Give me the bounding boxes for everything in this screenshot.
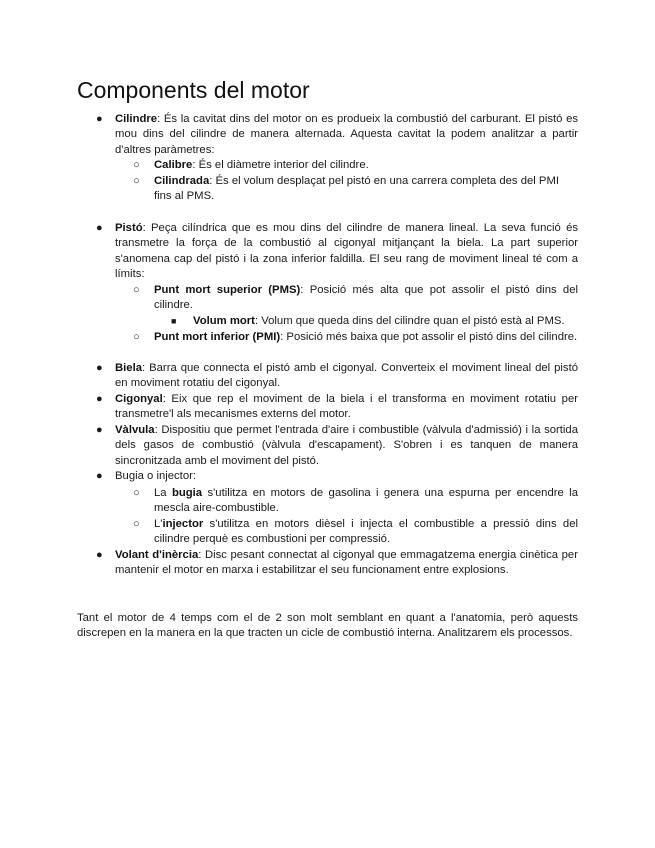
text-volant: : Disc pesant connectat al cigonyal que emmagatzema energia cinètica per mantenir el motor en marxa i estabilitzar el seu funcionament entre explosions. [115,549,578,577]
text-injector: s'utilitza en motors dièsel i injecta el combustible a pressió dins del cilindre perquè es combustioni per compressió. [154,518,578,546]
term-pmi: Punt mort inferior (PMI) [154,331,281,343]
list-item-bugia-injector [96,469,578,484]
term-injector: injector [162,518,204,530]
list-item-biela [96,361,578,392]
text-cigonyal: : Eix que rep el moviment de la biela i el transforma en moviment rotatiu per transmetre'l als mecanismes externs del motor. [115,393,578,421]
term-valvula: Vàlvula [115,424,155,436]
term-cigonyal: Cigonyal [115,393,163,405]
bullet-icon: ● [96,113,103,125]
term-cilindre: Cilindre [115,113,158,125]
text-calibre: : És el diàmetre interior del cilindre. [192,159,369,171]
bullet-icon: ● [96,424,103,436]
term-cilindrada: Cilindrada [154,175,210,187]
circle-bullet-icon: ○ [133,284,140,296]
list-item-volant [96,548,578,579]
term-volum-mort: Volum mort [193,315,255,327]
text-cilindrada: : És el volum desplaçat pel pistó en una carrera completa des del PMI fins al PMS. [154,175,560,203]
term-pms: Punt mort superior (PMS) [154,284,301,296]
list-subitem-pms [133,283,578,314]
circle-bullet-icon: ○ [133,518,140,530]
square-bullet-icon: ■ [171,316,177,326]
text-volum-mort: : Volum que queda dins del cilindre quan el pistó està al PMS. [254,315,565,327]
bullet-icon: ● [96,549,103,561]
bullet-icon: ● [96,222,103,234]
list-item-cilindre [96,112,578,158]
text-pisto: : Peça cilíndrica que es mou dins del cilindre de manera lineal. La seva funció és transmetre la força de la combustió al cigonyal mitjançant la biela. La part superior s'anomena cap del pistó i la zona inferior faldilla. El seu rang de moviment lineal té com a límits: [115,222,578,280]
bullet-icon: ● [96,393,103,405]
text-pms: : Posició més alta que pot assolir el pistó dins del cilindre. [154,284,578,312]
list-subitem-cilindrada [133,174,578,205]
circle-bullet-icon: ○ [133,487,140,499]
page-title: Components del motor [77,77,310,103]
list-item-cigonyal [96,392,578,423]
text-bugia: s'utilitza en motors de gasolina i genera una espurna per encendre la mescla aire-combustible. [154,487,578,515]
text-biela: : Barra que connecta el pistó amb el cigonyal. Converteix el moviment lineal del pistó en moviment rotatiu del cigonyal. [115,362,578,390]
circle-bullet-icon: ○ [133,331,140,343]
term-pisto: Pistó [115,222,143,234]
term-volant: Volant d'inèrcia [115,549,199,561]
pre-bugia: La [154,487,172,499]
circle-bullet-icon: ○ [133,159,140,171]
text-pmi: : Posició més baixa que pot assolir el pistó dins del cilindre. [280,331,578,343]
bullet-icon: ● [96,470,103,482]
list-subitem-bugia [133,486,578,517]
term-biela: Biela [115,362,143,374]
list-subitem-pmi [133,330,578,345]
term-bugia: bugia [171,487,203,499]
bullet-icon: ● [96,362,103,374]
text-valvula: : Dispositiu que permet l'entrada d'aire i combustible (vàlvula d'admissió) i la sortida dels gasos de combustió (vàlvula d'escapament). S'obren i es tanquen de manera sincronitzada amb el moviment del pistó. [115,424,578,467]
list-item-pisto [96,221,578,282]
list-item-valvula [96,423,578,469]
text-bugia-injector: Bugia o injector: [115,470,197,482]
list-subitem-injector [133,517,578,548]
pre-injector: L' [154,518,163,530]
text-cilindre: : És la cavitat dins del motor on es produeix la combustió del carburant. El pistó es mou dins del cilindre de manera alternada. Aquesta cavitat la podem analitzar a partir d'altres paràmetres: [115,113,578,156]
term-calibre: Calibre [154,159,193,171]
circle-bullet-icon: ○ [133,175,140,187]
list-subitem-calibre [133,158,578,173]
list-subsubitem-volum-mort [171,314,578,329]
closing-paragraph: Tant el motor de 4 temps com el de 2 son molt semblant en quant a l'anatomia, però aquests discrepen en la manera en la que tracten un cicle de combustió interna. Analitzarem els processos. [77,612,578,640]
